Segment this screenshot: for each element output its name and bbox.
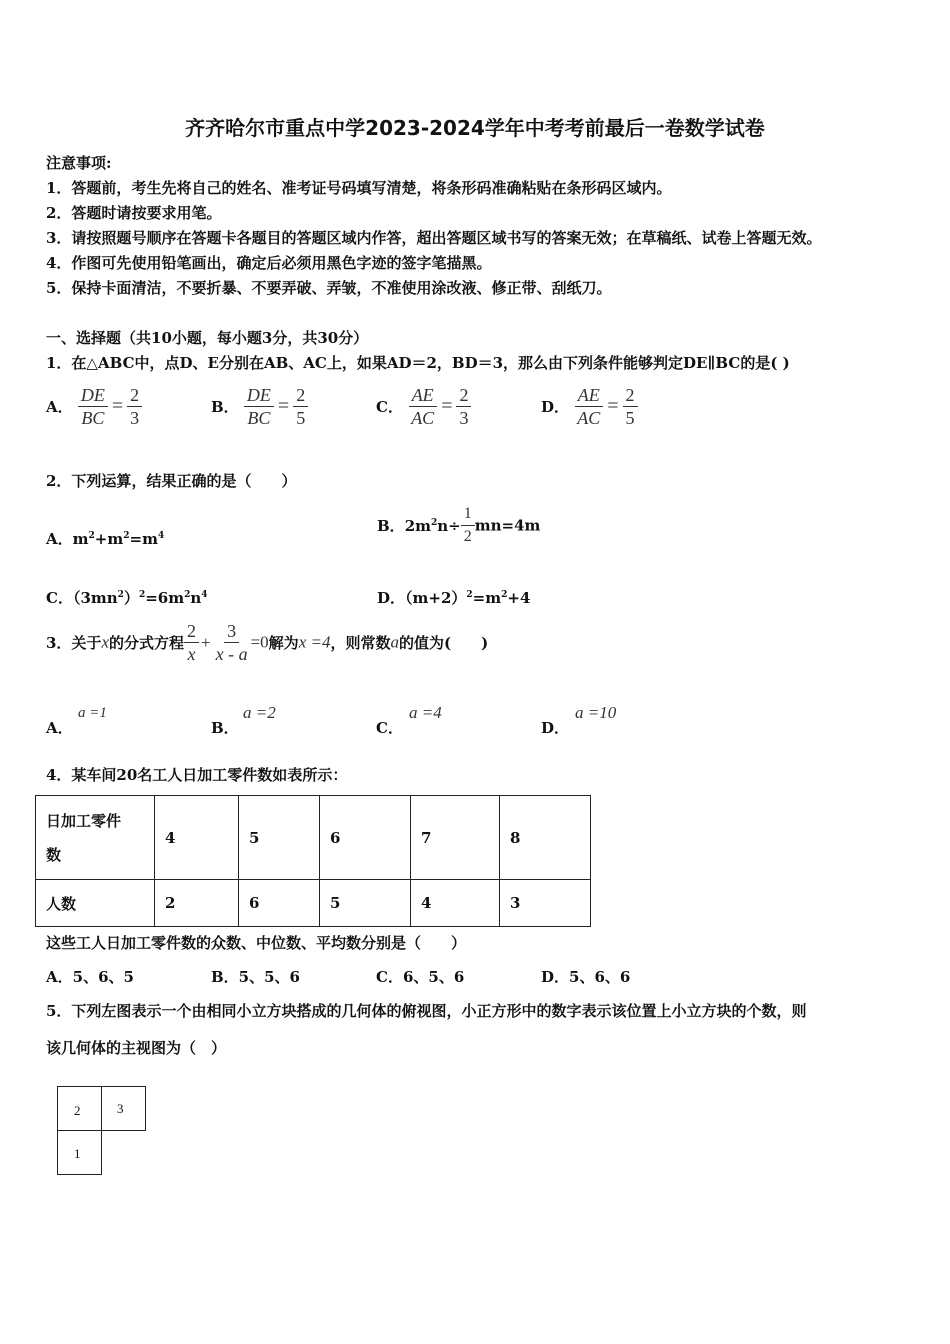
q3-stem: 3．关于x的分式方程 $\frac{2}{x}$ + $\frac{3}{x - a}$ =0解为x =4，则常数a的值为( ) [46, 621, 489, 664]
q1-option-d: D． $\frac{AE}{AC}$ = $\frac{2}{5}$ [541, 384, 638, 429]
q4-option-d: D．5、6、6 [541, 968, 631, 986]
fraction: $\frac{DE}{BC}$ [78, 384, 108, 429]
table-cell: 3 [500, 880, 591, 927]
table-cell: 6 [320, 796, 411, 880]
q3-option-a-value: a =1 [78, 705, 107, 721]
top-view-cell: 3 [101, 1086, 146, 1131]
q3-option-c: C． [376, 719, 403, 737]
fraction: $\frac{1}{2}$ [461, 503, 475, 548]
q1-option-b: B． $\frac{DE}{BC}$ = $\frac{2}{5}$ [211, 384, 308, 429]
table-cell: 5 [239, 796, 320, 880]
q4-option-a: A．5、6、5 [46, 968, 134, 986]
q1-stem: 1．在△ABC中，点D、E分别在AB、AC上，如果AD＝2，BD＝3，那么由下列条件能够判定DE∥BC的是( ) [46, 354, 790, 372]
section-heading: 一、选择题（共10小题，每小题3分，共30分） [46, 329, 369, 347]
q4-option-b: B．5、5、6 [211, 968, 300, 986]
notice-heading: 注意事项: [46, 154, 112, 172]
page-title: 齐齐哈尔市重点中学2023-2024学年中考考前最后一卷数学试卷 [185, 116, 765, 140]
top-view-cell: 2 [57, 1086, 102, 1131]
table-header-cell: 人数 [36, 880, 155, 927]
table-cell: 8 [500, 796, 591, 880]
q4-stem: 4．某车间20名工人日加工零件数如表所示： [46, 766, 348, 784]
q1-option-c: C． $\frac{AE}{AC}$ = $\frac{2}{3}$ [376, 384, 471, 429]
table-cell: 6 [239, 880, 320, 927]
q2-option-b: B．$2m^2n\div$ $\frac{1}{2}$ mn=4m [377, 503, 540, 548]
fraction: $\frac{AE}{AC}$ [408, 384, 437, 429]
fraction: $\frac{2}{3}$ [456, 384, 471, 429]
table-cell: 4 [155, 796, 239, 880]
notice-item: 3．请按照题号顺序在答题卡各题目的答题区域内作答，超出答题区域书写的答案无效；在草稿纸、试卷上答题无效。 [46, 229, 822, 247]
fraction: $\frac{AE}{AC}$ [574, 384, 603, 429]
table-cell: 7 [411, 796, 500, 880]
fraction: $\frac{2}{5}$ [623, 384, 638, 429]
q5-stem-line1: 5．下列左图表示一个由相同小立方块搭成的几何体的俯视图，小正方形中的数字表示该位置上小立方块的个数，则 [46, 1002, 807, 1020]
q4-table [35, 795, 591, 927]
fraction: $\frac{DE}{BC}$ [244, 384, 274, 429]
notice-item: 2．答题时请按要求用笔。 [46, 204, 222, 222]
q5-stem-line2: 该几何体的主视图为（ ） [46, 1039, 227, 1057]
q4-option-c: C．6、5、6 [376, 968, 465, 986]
fraction: $\frac{2}{x}$ [184, 620, 199, 665]
q2-stem: 2．下列运算，结果正确的是（ ） [46, 472, 297, 490]
q3-option-d: D． [541, 719, 570, 737]
fraction: $\frac{2}{3}$ [127, 384, 142, 429]
q3-option-d-value: a =10 [575, 703, 617, 722]
notice-item: 4．作图可先使用铅笔画出，确定后必须用黑色字迹的签字笔描黑。 [46, 254, 492, 272]
table-row [36, 796, 591, 880]
table-header-cell: 日加工零件 数 [36, 796, 155, 880]
fraction: $\frac{3}{x - a}$ [215, 621, 248, 664]
table-cell: 4 [411, 880, 500, 927]
table-cell: 2 [155, 880, 239, 927]
q3-option-b-value: a =2 [243, 703, 276, 722]
q2-option-a: A．$m^2+m^2=m^4$ [46, 530, 165, 548]
q4-question: 这些工人日加工零件数的众数、中位数、平均数分别是（ ） [46, 934, 467, 952]
q1-option-a: A． $\frac{DE}{BC}$ = $\frac{2}{3}$ [46, 384, 142, 429]
notice-item: 5．保持卡面清洁，不要折暴、不要弄破、弄皱，不准使用涂改液、修正带、刮纸刀。 [46, 279, 612, 297]
q3-option-c-value: a =4 [409, 703, 442, 722]
notice-item: 1．答题前，考生先将自己的姓名、准考证号码填写清楚，将条形码准确粘贴在条形码区域内。 [46, 179, 672, 197]
fraction: $\frac{2}{5}$ [293, 384, 308, 429]
q2-option-c: C．$(3mn^2)^2=6m^2n^4$ [46, 589, 208, 607]
top-view-cell: 1 [57, 1130, 102, 1175]
table-cell: 5 [320, 880, 411, 927]
table-row [36, 880, 591, 927]
q3-option-b: B． [211, 719, 239, 737]
q3-option-a: A． [46, 719, 73, 737]
q2-option-d: D．$(m+2)^2=m^2+4$ [377, 589, 531, 607]
